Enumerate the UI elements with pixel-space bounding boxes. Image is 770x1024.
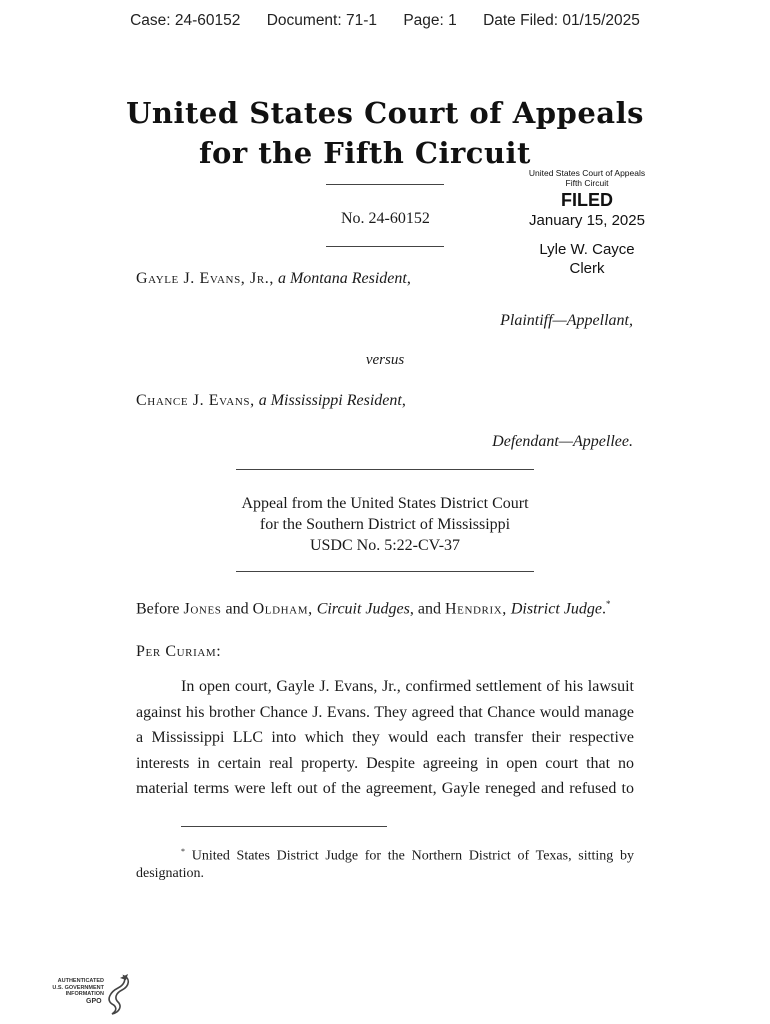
court-title-line2: for the Fifth Circuit [199,136,531,170]
case-number-header: Case: 24-60152 [130,12,241,29]
footnote-text-line2: designation. [136,865,205,881]
case-number: No. 24-60152 [341,210,430,227]
filed-label: FILED [561,190,613,210]
body-line: In open court, Gayle J. Evans, Jr., confirmed settlement of his lawsuit [181,678,634,695]
date-filed-header: Date Filed: 01/15/2025 [483,12,640,29]
footnote [136,843,634,882]
plaintiff-line: Gayle J. Evans, Jr., a Montana Resident, [136,270,411,287]
per-curiam: Per Curiam: [136,643,222,660]
district-label: District [510,600,560,618]
defendant-line: Chance J. Evans, a Mississippi Resident, [136,392,406,409]
defendant-role: Defendant—Appellee. [492,433,633,450]
footnote-text-line1: United States District Judge for the Northern District of Texas, sitting by [191,848,635,864]
panel-and: and [225,600,249,618]
filed-date: January 15, 2025 [529,212,645,229]
clerk-block [522,240,652,278]
document-header [0,12,770,30]
body-line: against his brother Chance J. Evans. They agreed that Chance would manage [136,703,634,721]
versus: versus [365,352,405,368]
judge-label: Judge [563,600,602,618]
appeal-line2: for the Southern District of Mississippi [259,516,511,533]
appeal-block [0,493,770,556]
body-line: a Mississippi LLC into which they would each transfer their respective [136,729,634,746]
body-line: interests in certain real property. Despite agreeing in open court that no [136,754,634,772]
circuit-judges-label: Circuit Judges [316,600,410,618]
divider-rule [326,246,444,247]
plaintiff-role: Plaintiff—Appellant, [500,312,633,329]
panel-before: Before [136,600,180,618]
document-number-header: Document: 71-1 [266,12,377,29]
stamp-court-line2: Fifth Circuit [565,178,609,188]
footnote-rule [181,826,387,827]
plaintiff-name: Gayle J. Evans, Jr., [136,270,274,287]
panel-line: Before Jones and Oldham, Circuit Judges, and Hendrix, District Judge.* [136,599,611,618]
panel-and: , and [409,600,441,618]
clerk-title: Clerk [569,260,605,277]
opinion-body [136,674,634,802]
appeal-line3: USDC No. 5:22-CV-37 [309,537,461,554]
stamp-court-line1: United States Court of Appeals [528,168,646,178]
page-number-header: Page: 1 [403,12,457,29]
judge-hendrix: Hendrix, [444,600,507,618]
defendant-desc: a Mississippi Resident [258,392,402,409]
gpo-authenticated-logo: AUTHENTICATED U.S. GOVERNMENT INFORMATION GPO [44,972,134,1018]
eagle-icon [100,972,132,1018]
clerk-name: Lyle W. Cayce [539,241,635,258]
appeal-line1: Appeal from the United States District Court [241,495,529,512]
judge-oldham: Oldham, [252,600,313,618]
stamp-court [522,168,652,188]
judge-jones: Jones [183,600,222,618]
divider-rule [236,469,534,470]
footnote-ref[interactable]: * [605,599,611,609]
divider-rule [236,571,534,572]
divider-rule [326,184,444,185]
footnote-mark: * [181,847,185,856]
body-line: material terms were left out of the agreement, Gayle reneged and refused to [136,780,634,797]
plaintiff-desc: a Montana Resident [277,270,407,287]
court-title-line1: United States Court of Appeals [126,96,644,130]
defendant-name: Chance J. Evans, [136,392,255,409]
